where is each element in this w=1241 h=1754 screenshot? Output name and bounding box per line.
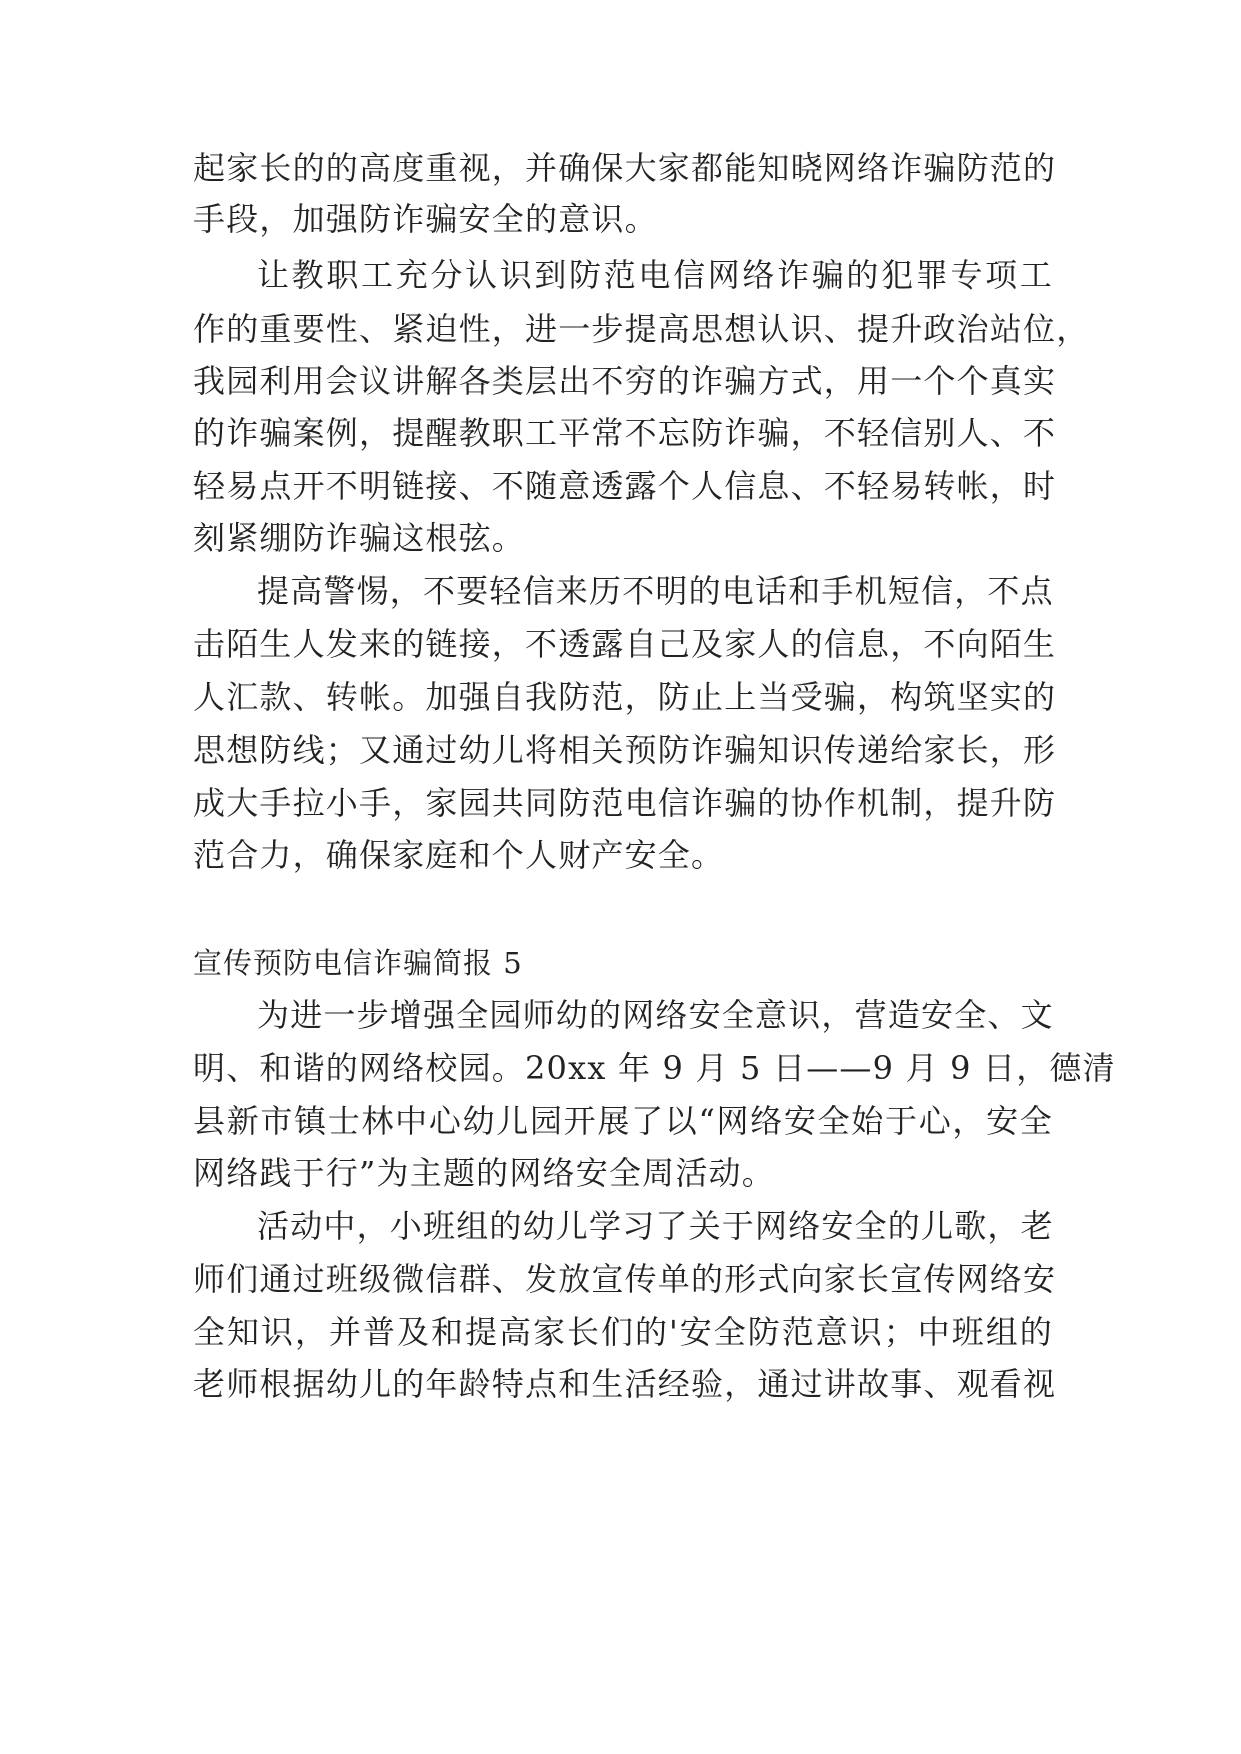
paragraph-line: 成大手拉小手，家园共同防范电信诈骗的协作机制，提升防	[193, 784, 1057, 822]
paragraph-line: 刻紧绷防诈骗这根弦。	[193, 519, 526, 557]
paragraph-line: 思想防线；又通过幼儿将相关预防诈骗知识传递给家长，形	[193, 731, 1057, 769]
paragraph-line: 全知识，并普及和提高家长们的'安全防范意识；中班组的	[193, 1313, 1053, 1351]
paragraph-line: 作的重要性、紧迫性，进一步提高思想认识、提升政治站位，	[193, 310, 1090, 348]
paragraph-line: 为进一步增强全园师幼的网络安全意识，营造安全、文	[257, 996, 1054, 1034]
paragraph-line: 范合力，确保家庭和个人财产安全。	[193, 836, 725, 874]
paragraph-line: 击陌生人发来的链接，不透露自己及家人的信息，不向陌生	[193, 625, 1057, 663]
paragraph-line: 提高警惕，不要轻信来历不明的电话和手机短信，不点	[257, 572, 1054, 610]
paragraph-line: 轻易点开不明链接、不随意透露个人信息、不轻易转帐，时	[193, 467, 1057, 505]
paragraph-line: 我园利用会议讲解各类层出不穷的诈骗方式，用一个个真实	[193, 362, 1057, 400]
paragraph-line: 师们通过班级微信群、发放宣传单的形式向家长宣传网络安	[193, 1260, 1057, 1298]
paragraph-line: 手段，加强防诈骗安全的意识。	[193, 200, 658, 238]
paragraph-line: 起家长的的高度重视，并确保大家都能知晓网络诈骗防范的	[193, 149, 1057, 187]
paragraph-line: 明、和谐的网络校园。20xx 年 9 月 5 日——9 月 9 日，德清	[193, 1049, 1116, 1087]
section-heading: 宣传预防电信诈骗简报 5	[193, 946, 523, 980]
paragraph-line: 让教职工充分认识到防范电信网络诈骗的犯罪专项工	[257, 256, 1053, 294]
paragraph-line: 活动中，小班组的幼儿学习了关于网络安全的儿歌，老	[257, 1207, 1054, 1245]
paragraph-line: 县新市镇士林中心幼儿园开展了以“网络安全始于心，安全	[193, 1102, 1053, 1140]
paragraph-line: 老师根据幼儿的年龄特点和生活经验，通过讲故事、观看视	[193, 1365, 1057, 1403]
paragraph-line: 网络践于行”为主题的网络安全周活动。	[193, 1154, 775, 1192]
paragraph-line: 的诈骗案例，提醒教职工平常不忘防诈骗，不轻信别人、不	[193, 414, 1057, 452]
paragraph-line: 人汇款、转帐。加强自我防范，防止上当受骗，构筑坚实的	[193, 678, 1057, 716]
